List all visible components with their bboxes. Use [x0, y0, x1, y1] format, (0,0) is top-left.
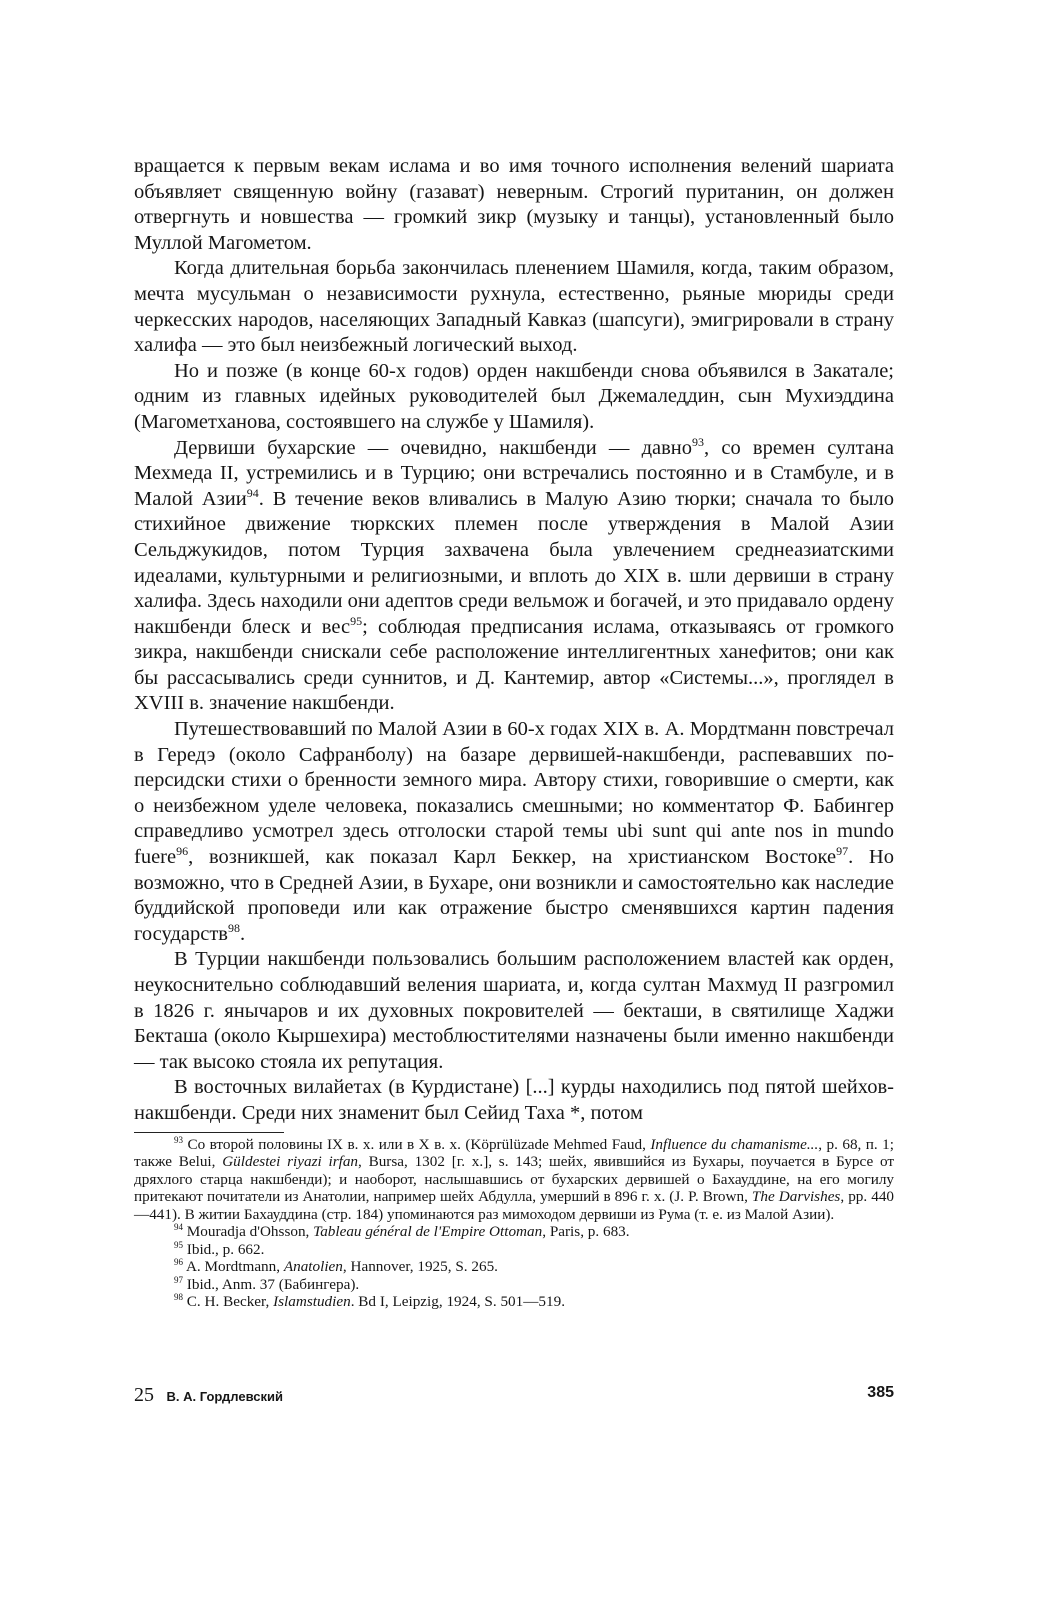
- main-text: [134, 154, 894, 1127]
- footnote: [134, 1258, 894, 1276]
- text-run: вращается к первым векам ислама и во имя точного исполнения велений шариата объявляет священную войну (газават) неверным. Строгий пуританин, он должен отвергнуть и новшества — громкий зикр (музыку и танцы), установленный было Муллой Магометом.: [134, 155, 894, 254]
- text-run: ; соблюдая предписания ислама, отказываясь от громкого зикра, накшбенди снискали себе расположение интеллигентных ханефитов; они как бы рассасывались среди суннитов, и Д. Кантемир, автор «Системы...», проглядел в XVIII в. значение накшбенди.: [134, 615, 894, 715]
- paragraph: [134, 359, 894, 436]
- page-content: [134, 154, 894, 1311]
- text-run: . Bd I, Leipzig, 1924, S. 501—519.: [350, 1293, 566, 1311]
- page-number: 385: [867, 1384, 894, 1401]
- text-run: Ibid., p. 662.: [186, 1240, 265, 1258]
- text-run: , со времен султана Мехмеда II, устремились и в Турцию; они встречались постоянно и в Стамбуле, и в Малой Азии: [134, 436, 894, 510]
- footnote-number: 96: [174, 1257, 183, 1267]
- text-run: Со второй половины IX в. х. или в X в. х. (Köprülüzade Mehmed Faud,: [187, 1135, 651, 1153]
- text-run: В восточных вилайетах (в Курдистане) [...] курды находились под пятой шейхов-накшбенди. Среди них знаменит был Сейид Таха *, потом: [134, 1076, 894, 1124]
- footnote-ref: 94: [246, 485, 259, 500]
- italic-title: Islamstudien: [273, 1293, 351, 1311]
- footnote: [134, 1293, 894, 1311]
- italic-title: The Darvishes: [751, 1188, 841, 1206]
- paragraph: [134, 436, 894, 718]
- footnote-number: 94: [174, 1222, 183, 1232]
- text-run: , Hannover, 1925, S. 265.: [342, 1258, 498, 1276]
- footnote-number: 97: [174, 1274, 183, 1285]
- footnote: [134, 1241, 894, 1259]
- footnote-ref: 97: [836, 844, 849, 859]
- italic-title: Tableau général de l'Empire Ottoman: [313, 1223, 543, 1241]
- text-run: , возникшей, как показал Карл Беккер, на христианском Востоке: [188, 846, 837, 869]
- italic-title: Influence du chamanisme...: [650, 1135, 819, 1153]
- text-run: A. Mordtmann,: [185, 1258, 284, 1276]
- text-run: Когда длительная борьба закончилась пленением Шамиля, когда, таким образом, мечта мусульман о независимости рухнула, естественно, рьяные мюриды среди черкесских народов, населяющих Западный Кавказ (шапсуги), эмигрировали в страну халифа — это был неизбежный логический выход.: [134, 257, 894, 357]
- signature-author: В. А. Гордлевский: [166, 1389, 283, 1404]
- text-run: Но и позже (в конце 60-х годов) орден накшбенди снова объявился в Закатале; одним из главных идейных руководителей был Джемаледдин, сын Мухиэддина (Магометханова, состоявшего на службе у Шамиля).: [134, 359, 894, 433]
- footnote-number: 93: [174, 1134, 183, 1145]
- page-footer: [134, 1384, 894, 1408]
- paragraph: [134, 154, 894, 256]
- paragraph: [134, 1075, 894, 1126]
- printer-signature: [134, 1384, 283, 1407]
- footnote-ref: 98: [227, 920, 240, 935]
- footnote-separator: [134, 1132, 284, 1133]
- text-run: Дервиши бухарские — очевидно, накшбенди — давно: [174, 436, 693, 459]
- text-run: C. H. Becker,: [186, 1293, 274, 1311]
- footnote-ref: 93: [692, 434, 705, 449]
- text-run: . В течение веков вливались в Малую Азию тюрки; сначала то было стихийное движение тюркских племен после утверждения в Малой Азии Сельджукидов, потом Турция захвачена была увлечением среднеазиатскими идеалами, культурными и религиозными, и вплоть до XIX в. шли дервиши в страну халифа. Здесь находили они адептов среди вельмож и богачей, и это придавало ордену накшбенди блеск и вес: [134, 487, 894, 638]
- paragraph: [134, 256, 894, 358]
- footnote: [134, 1276, 894, 1294]
- text-run: .: [239, 922, 246, 945]
- text-run: В Турции накшбенди пользовались большим расположением властей как орден, неукоснительно соблюдавший веления шариата, и, когда султан Махмуд II разгромил в 1826 г. янычаров и их духовных покровителей — бекташи, в святилище Хаджи Бекташа (около Кыршехира) местоблюстителями назначены были именно накшбенди — так высоко стояла их репутация.: [134, 948, 894, 1073]
- footnote-number: 95: [174, 1239, 183, 1250]
- text-run: Mouradja d'Ohsson,: [186, 1223, 314, 1241]
- footnote-number: 98: [174, 1292, 183, 1302]
- paragraph: [134, 947, 894, 1075]
- footnote-ref: 95: [350, 613, 363, 628]
- text-run: , pp. 440—441). В житии Бахауддина (стр. 184) упоминаются раз мимоходом дервиши из Рума (т. е. из Малой Азии).: [134, 1188, 895, 1223]
- text-run: , p. 68, п. 1; также Belui,: [134, 1135, 894, 1171]
- italic-title: Güldestei riyazi irfan: [222, 1153, 359, 1171]
- text-run: , Bursa, 1302 [г. х.], s. 143; шейх, явившийся из Бухары, поучается в Бурсе от дряхлого старца накшбенди); и наоборот, наслышавшись от бухарских дервишей о Бахауддине, на его могилу притекают почитатели из Анатолии, например шейх Абдулла, умерший в 896 г. х. (J. P. Brown,: [134, 1153, 894, 1206]
- text-run: . Но возможно, что в Средней Азии, в Бухаре, они возникли и самостоятельно как наследие буддийской проповеди или как отражение быстро сменявшихся картин падения государств: [134, 846, 894, 945]
- footnote: [134, 1223, 894, 1241]
- text-run: , Paris, p. 683.: [542, 1223, 630, 1241]
- footnote: [134, 1136, 894, 1224]
- italic-title: Anatolien: [283, 1258, 343, 1276]
- signature-number: 25: [134, 1384, 154, 1406]
- text-run: Ibid., Anm. 37 (Бабингера).: [186, 1275, 360, 1293]
- text-run: Путешествовавший по Малой Азии в 60-х годах XIX в. А. Мордтманн повстречал в Гередэ (около Сафранболу) на базаре дервишей-накшбенди, распевавших по-персидски стихи о бренности земного мира. Автору стихи, говорившие о смерти, как о неизбежном уделе человека, показались смешными; но комментатор Ф. Бабингер справедливо усмотрел здесь отголоски старой темы ubi sunt qui ante nos in mundo fuere: [134, 718, 894, 869]
- footnote-ref: 96: [176, 844, 189, 859]
- paragraph: [134, 717, 894, 947]
- footnotes: [134, 1136, 894, 1311]
